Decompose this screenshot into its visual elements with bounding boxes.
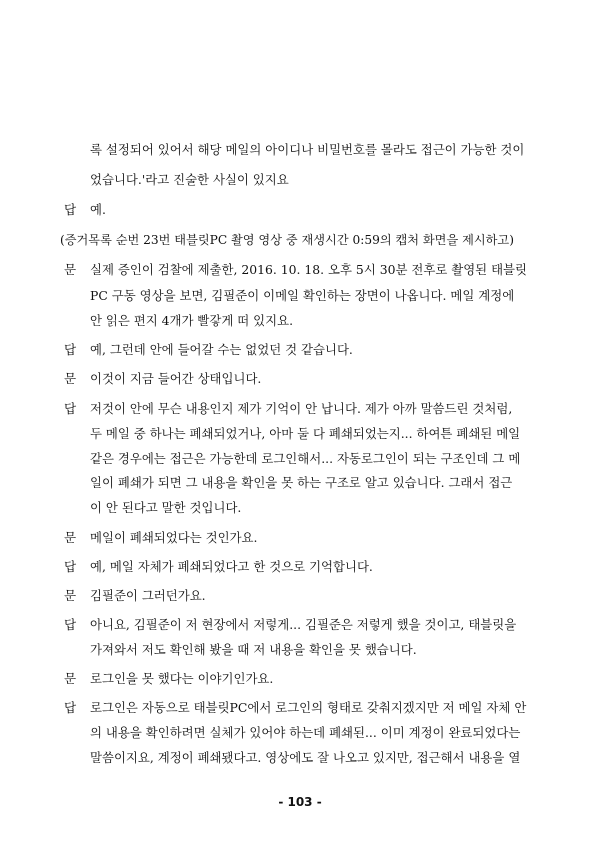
text-line: 의 내용을 확인하려면 실체가 있어야 하는데 폐쇄된... 이미 계정이 완료되었다는 (90, 725, 521, 740)
text-line: 예, 메일 자체가 폐쇄되었다고 한 것으로 기억합니다. (90, 559, 373, 574)
speaker-label: 문 (64, 530, 77, 545)
text-line: 예, 그런데 안에 들어갈 수는 없었던 것 같습니다. (90, 342, 353, 357)
text-line: PC 구동 영상을 보면, 김필준이 이메일 확인하는 장면이 나옵니다. 메일 계정에 (90, 288, 515, 303)
text-line: 었습니다.'라고 진술한 사실이 있지요 (90, 172, 289, 187)
text-line: 말씀이지요, 계정이 폐쇄됐다고. 영상에도 잘 나오고 있지만, 접근해서 내용을 열 (90, 750, 521, 765)
text-line: 메일이 폐쇄되었다는 것인가요. (90, 530, 258, 545)
text-line: 일이 폐쇄가 되면 그 내용을 확인을 못 하는 구조로 알고 있습니다. 그래서 접근 (90, 475, 513, 490)
evidence-note: (증거목록 순번 23번 태블릿PC 촬영 영상 중 재생시간 0:59의 캡처 화면을 제시하고) (60, 233, 514, 247)
speaker-label: 답 (64, 617, 77, 632)
speaker-label: 문 (64, 262, 77, 277)
page-number: - 103 - (278, 795, 322, 809)
speaker-label: 문 (64, 671, 77, 686)
speaker-label: 문 (64, 371, 77, 386)
text-line: 이 안 된다고 말한 것입니다. (90, 500, 242, 515)
text-line: 로그인을 못 했다는 이야기인가요. (90, 671, 274, 686)
text-line: 예. (90, 202, 106, 217)
text-line: 가져와서 저도 확인해 봤을 때 저 내용을 확인을 못 했습니다. (90, 642, 417, 657)
speaker-label: 답 (64, 700, 77, 715)
text-line: 록 설정되어 있어서 해당 메일의 아이디나 비밀번호를 몰라도 접근이 가능한 것이 (90, 142, 525, 157)
text-line: 저것이 안에 무슨 내용인지 제가 기억이 안 납니다. 제가 아까 말씀드린 것처럼, (90, 401, 513, 416)
text-line: 두 메일 중 하나는 폐쇄되었거나, 아마 둘 다 폐쇄되었는지... 하여튼 폐쇄된 메일 (90, 426, 521, 441)
speaker-label: 문 (64, 588, 77, 603)
speaker-label: 답 (64, 401, 77, 416)
text-line: 안 읽은 편지 4개가 빨갛게 떠 있지요. (90, 313, 294, 328)
text-line: 같은 경우에는 접근은 가능한데 로그인해서... 자동로그인이 되는 구조인데 그 메 (90, 451, 521, 466)
speaker-label: 답 (64, 559, 77, 574)
text-line: 김필준이 그러던가요. (90, 588, 206, 603)
text-line: 아니요, 김필준이 저 현장에서 저렇게... 김필준은 저렇게 했을 것이고, 태블릿을 (90, 617, 517, 632)
text-line: 실제 증인이 검찰에 제출한, 2016. 10. 18. 오후 5시 30분 전후로 촬영된 태블릿 (90, 262, 527, 277)
text-line: 이것이 지금 들어간 상태입니다. (90, 371, 262, 386)
speaker-label: 답 (64, 202, 77, 217)
speaker-label: 답 (64, 342, 77, 357)
text-line: 로그인은 자동으로 태블릿PC에서 로그인의 형태로 갖춰지겠지만 저 메일 자체 안 (90, 700, 527, 715)
